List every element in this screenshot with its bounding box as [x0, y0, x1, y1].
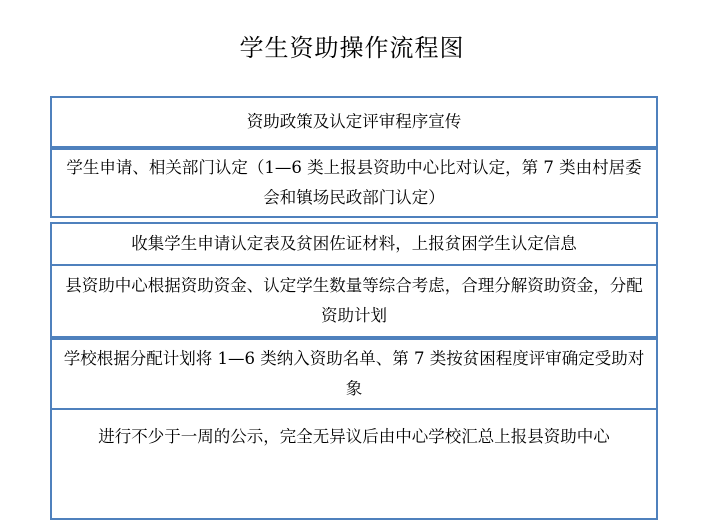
- flow-step-4: [50, 264, 658, 338]
- diagram-title: 学生资助操作流程图: [239, 34, 465, 62]
- flow-step-1-text: 资助政策及认定评审程序宣传: [246, 112, 462, 131]
- flow-step-1: [50, 96, 658, 148]
- flow-step-6: [50, 408, 658, 520]
- flow-step-3: [50, 222, 658, 266]
- flow-step-4-text: 县资助中心根据资助资金、认定学生数量等综合考虑，合理分解资助资金，分配资助计划: [65, 276, 643, 325]
- flow-step-3-text: 收集学生申请认定表及贫困佐证材料，上报贫困学生认定信息: [131, 234, 577, 253]
- flow-step-5-text: 学校根据分配计划将 1—6 类纳入资助名单、第 7 类按贫困程度评审确定受助对象: [63, 349, 645, 398]
- flow-step-2: [50, 148, 658, 218]
- flow-step-6-text: 进行不少于一周的公示，完全无异议后由中心学校汇总上报县资助中心: [98, 427, 610, 446]
- flow-step-2-text: 学生申请、相关部门认定（1—6 类上报县资助中心比对认定，第 7 类由村居委会和镇场民政部门认定）: [66, 158, 642, 207]
- flow-step-5: [50, 338, 658, 410]
